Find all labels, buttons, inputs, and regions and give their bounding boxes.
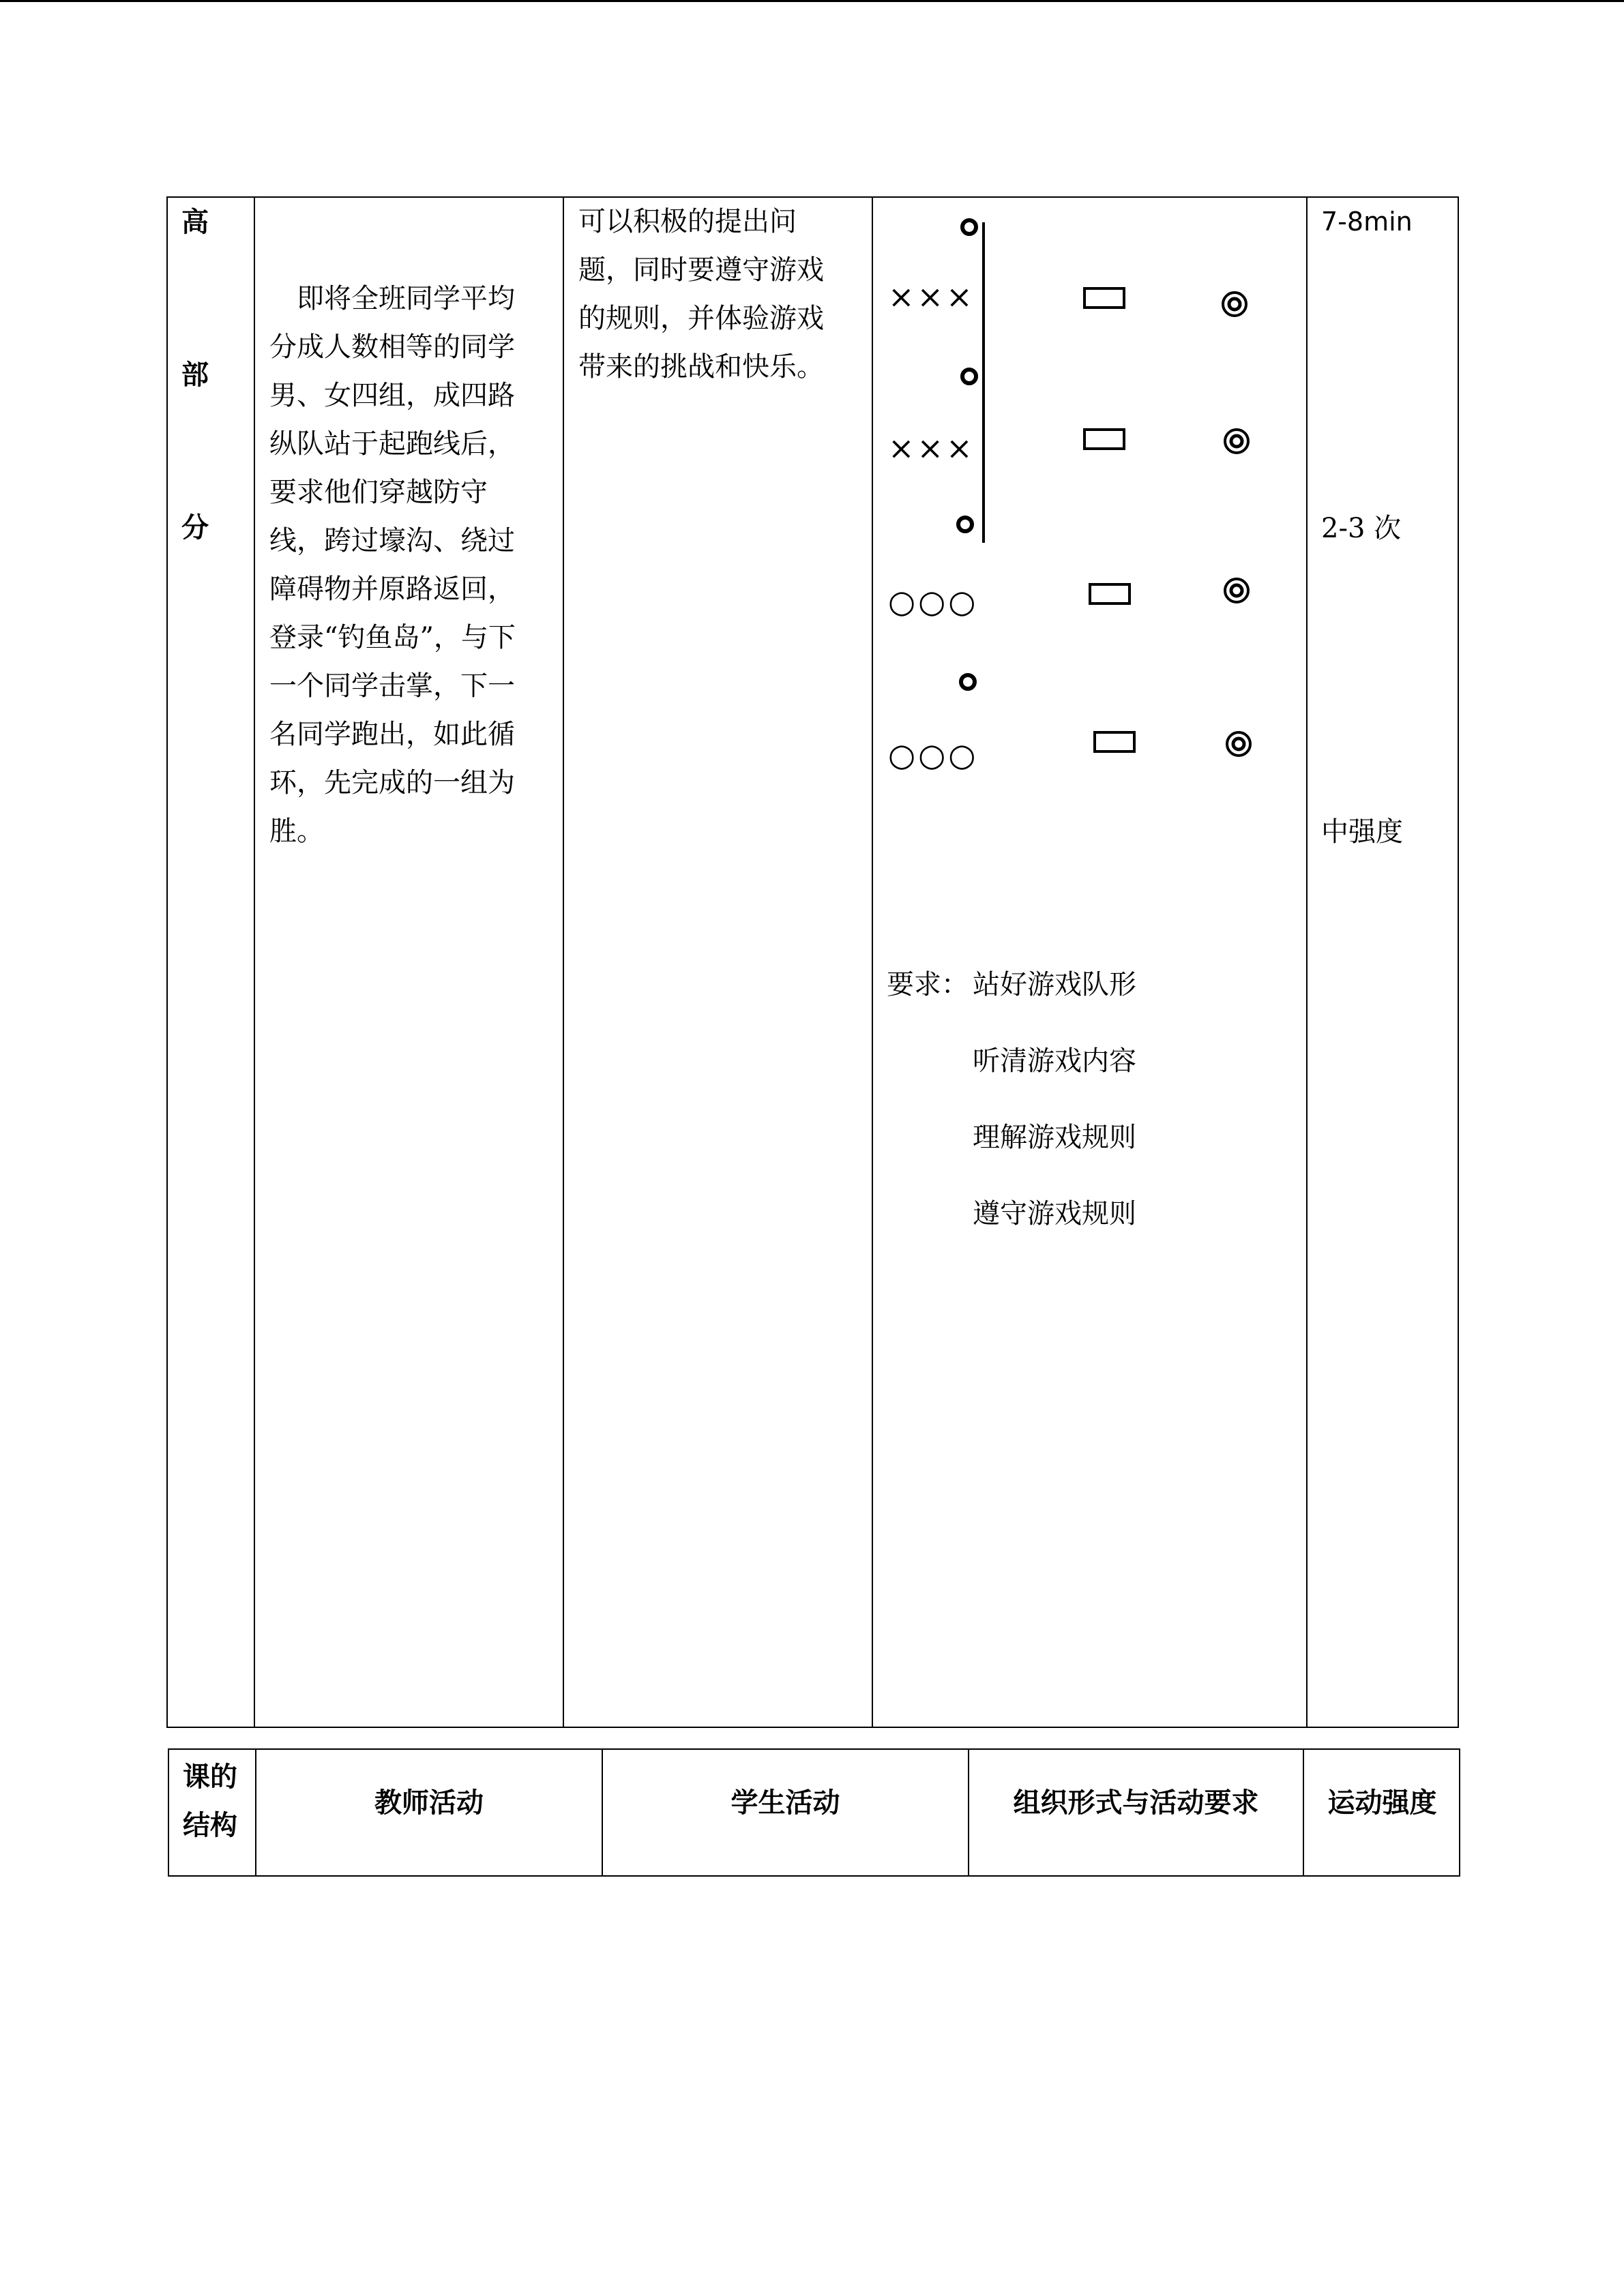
student-line: 题，同时要遵守游戏 — [578, 254, 824, 286]
teacher-line: 名同学跑出，如此循 — [269, 719, 515, 750]
section-char: 高 — [181, 206, 209, 238]
team-row-symbols: ××× — [888, 430, 975, 466]
student-line: 的规则，并体验游戏 — [578, 303, 824, 334]
team-row-symbols: ××× — [888, 278, 975, 315]
header-organization: 组织形式与活动要求 — [1013, 1787, 1259, 1819]
section-char: 部 — [181, 359, 209, 391]
teacher-line: 障碍物并原路返回， — [269, 573, 515, 605]
teacher-line: 一个同学击掌，下一 — [269, 670, 515, 702]
teacher-line: 男、女四组，成四路 — [269, 380, 515, 411]
header-structure: 课的 — [183, 1761, 237, 1793]
teacher-line: 即将全班同学平均 — [269, 283, 515, 314]
header-intensity: 运动强度 — [1327, 1787, 1437, 1819]
duration-value: 7-8min — [1321, 207, 1413, 237]
teacher-line: 线，跨过壕沟、绕过 — [269, 525, 515, 556]
target-icon — [1223, 293, 1250, 756]
teacher-line: 分成人数相等的同学 — [269, 331, 515, 363]
intensity-level: 中强度 — [1321, 816, 1403, 848]
team-row-symbols: ○○○ — [888, 583, 979, 620]
repetition-value: 2-3 次 — [1321, 513, 1402, 544]
teacher-line: 要求他们穿越防守 — [269, 477, 488, 508]
section-char: 分 — [181, 511, 209, 543]
header-structure: 结构 — [183, 1809, 237, 1841]
trench-icon — [1084, 288, 1134, 751]
requirement-item: 听清游戏内容 — [973, 1045, 1136, 1077]
team-row-symbols: ○○○ — [888, 736, 979, 773]
requirements-label: 要求： — [887, 969, 969, 1000]
teacher-line: 登录“钓鱼岛”，与下 — [269, 622, 516, 653]
requirement-item: 站好游戏队形 — [973, 969, 1136, 1000]
teacher-line: 纵队站于起跑线后， — [269, 428, 515, 460]
student-line: 带来的挑战和快乐。 — [578, 351, 824, 383]
header-student-activity: 学生活动 — [730, 1787, 840, 1819]
requirement-item: 理解游戏规则 — [973, 1122, 1136, 1153]
student-line: 可以积极的提出问 — [578, 206, 797, 237]
teacher-line: 环，先完成的一组为 — [269, 767, 515, 799]
diagram-shapes — [0, 0, 1624, 818]
requirement-item: 遵守游戏规则 — [973, 1198, 1136, 1229]
header-teacher-activity: 教师活动 — [374, 1787, 484, 1819]
teacher-line: 胜。 — [269, 816, 324, 847]
